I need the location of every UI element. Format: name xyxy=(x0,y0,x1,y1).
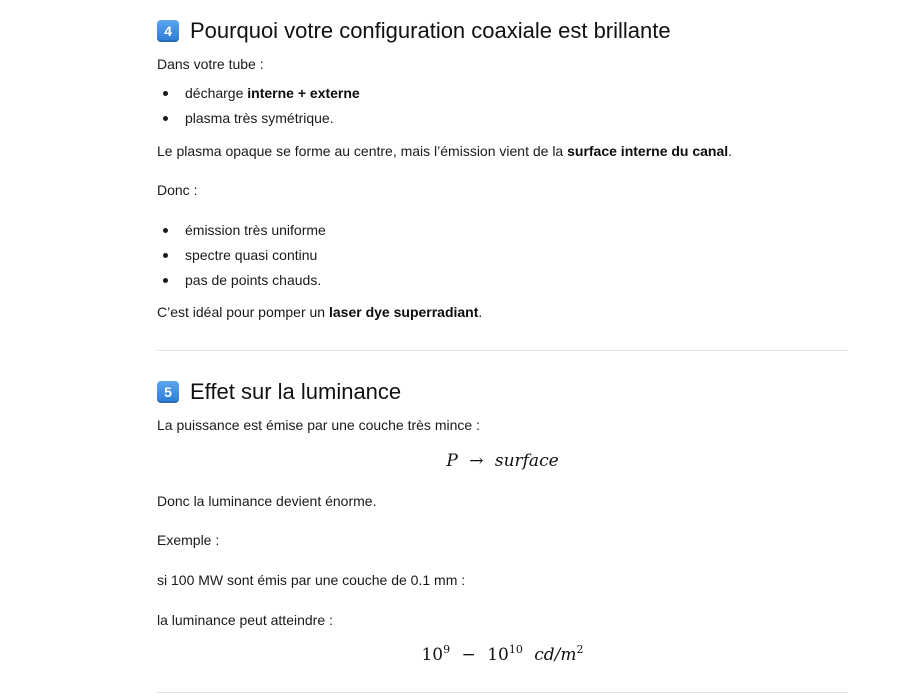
example-line: si 100 MW sont émis par une couche de 0.1 mm : xyxy=(157,572,466,588)
formula-luminance-range: $10^9 - 10^{10}$ $cd/m^2$ xyxy=(421,643,584,665)
bullet-icon xyxy=(163,278,168,283)
section-4-heading xyxy=(157,18,671,44)
luminance-line: la luminance peut atteindre : xyxy=(157,612,333,628)
list-item: spectre quasi continu xyxy=(185,246,317,264)
tube-intro: Dans votre tube : xyxy=(157,56,264,72)
section-5-title: Effet sur la luminance xyxy=(190,379,402,404)
plasma-paragraph: Le plasma opaque se forme au centre, mais l’émission vient de la surface interne du canal. xyxy=(157,143,733,159)
keycap-number-4-icon: 4 xyxy=(157,20,179,42)
donc-label: Donc : xyxy=(157,182,198,198)
section-5-heading xyxy=(157,379,401,405)
list-item: décharge interne + externe xyxy=(185,84,360,102)
luminance-statement: Donc la luminance devient énorme. xyxy=(157,493,377,509)
bullet-icon xyxy=(163,253,168,258)
bullet-icon xyxy=(163,91,168,96)
list-item: émission très uniforme xyxy=(185,221,326,239)
formula-power-surface: P → surface xyxy=(446,451,559,471)
list-item: plasma très symétrique. xyxy=(185,109,334,127)
bullet-icon xyxy=(163,116,168,121)
section-4-title: Pourquoi votre configuration coaxiale est brillante xyxy=(190,18,671,43)
power-intro: La puissance est émise par une couche très mince : xyxy=(157,417,480,433)
list-item: pas de points chauds. xyxy=(185,271,321,289)
bullet-icon xyxy=(163,228,168,233)
ideal-paragraph: C’est idéal pour pomper un laser dye superradiant. xyxy=(157,304,483,320)
example-label: Exemple : xyxy=(157,532,220,548)
keycap-number-5-icon: 5 xyxy=(157,381,179,403)
section-divider-bottom xyxy=(157,692,848,693)
section-divider xyxy=(157,350,848,351)
